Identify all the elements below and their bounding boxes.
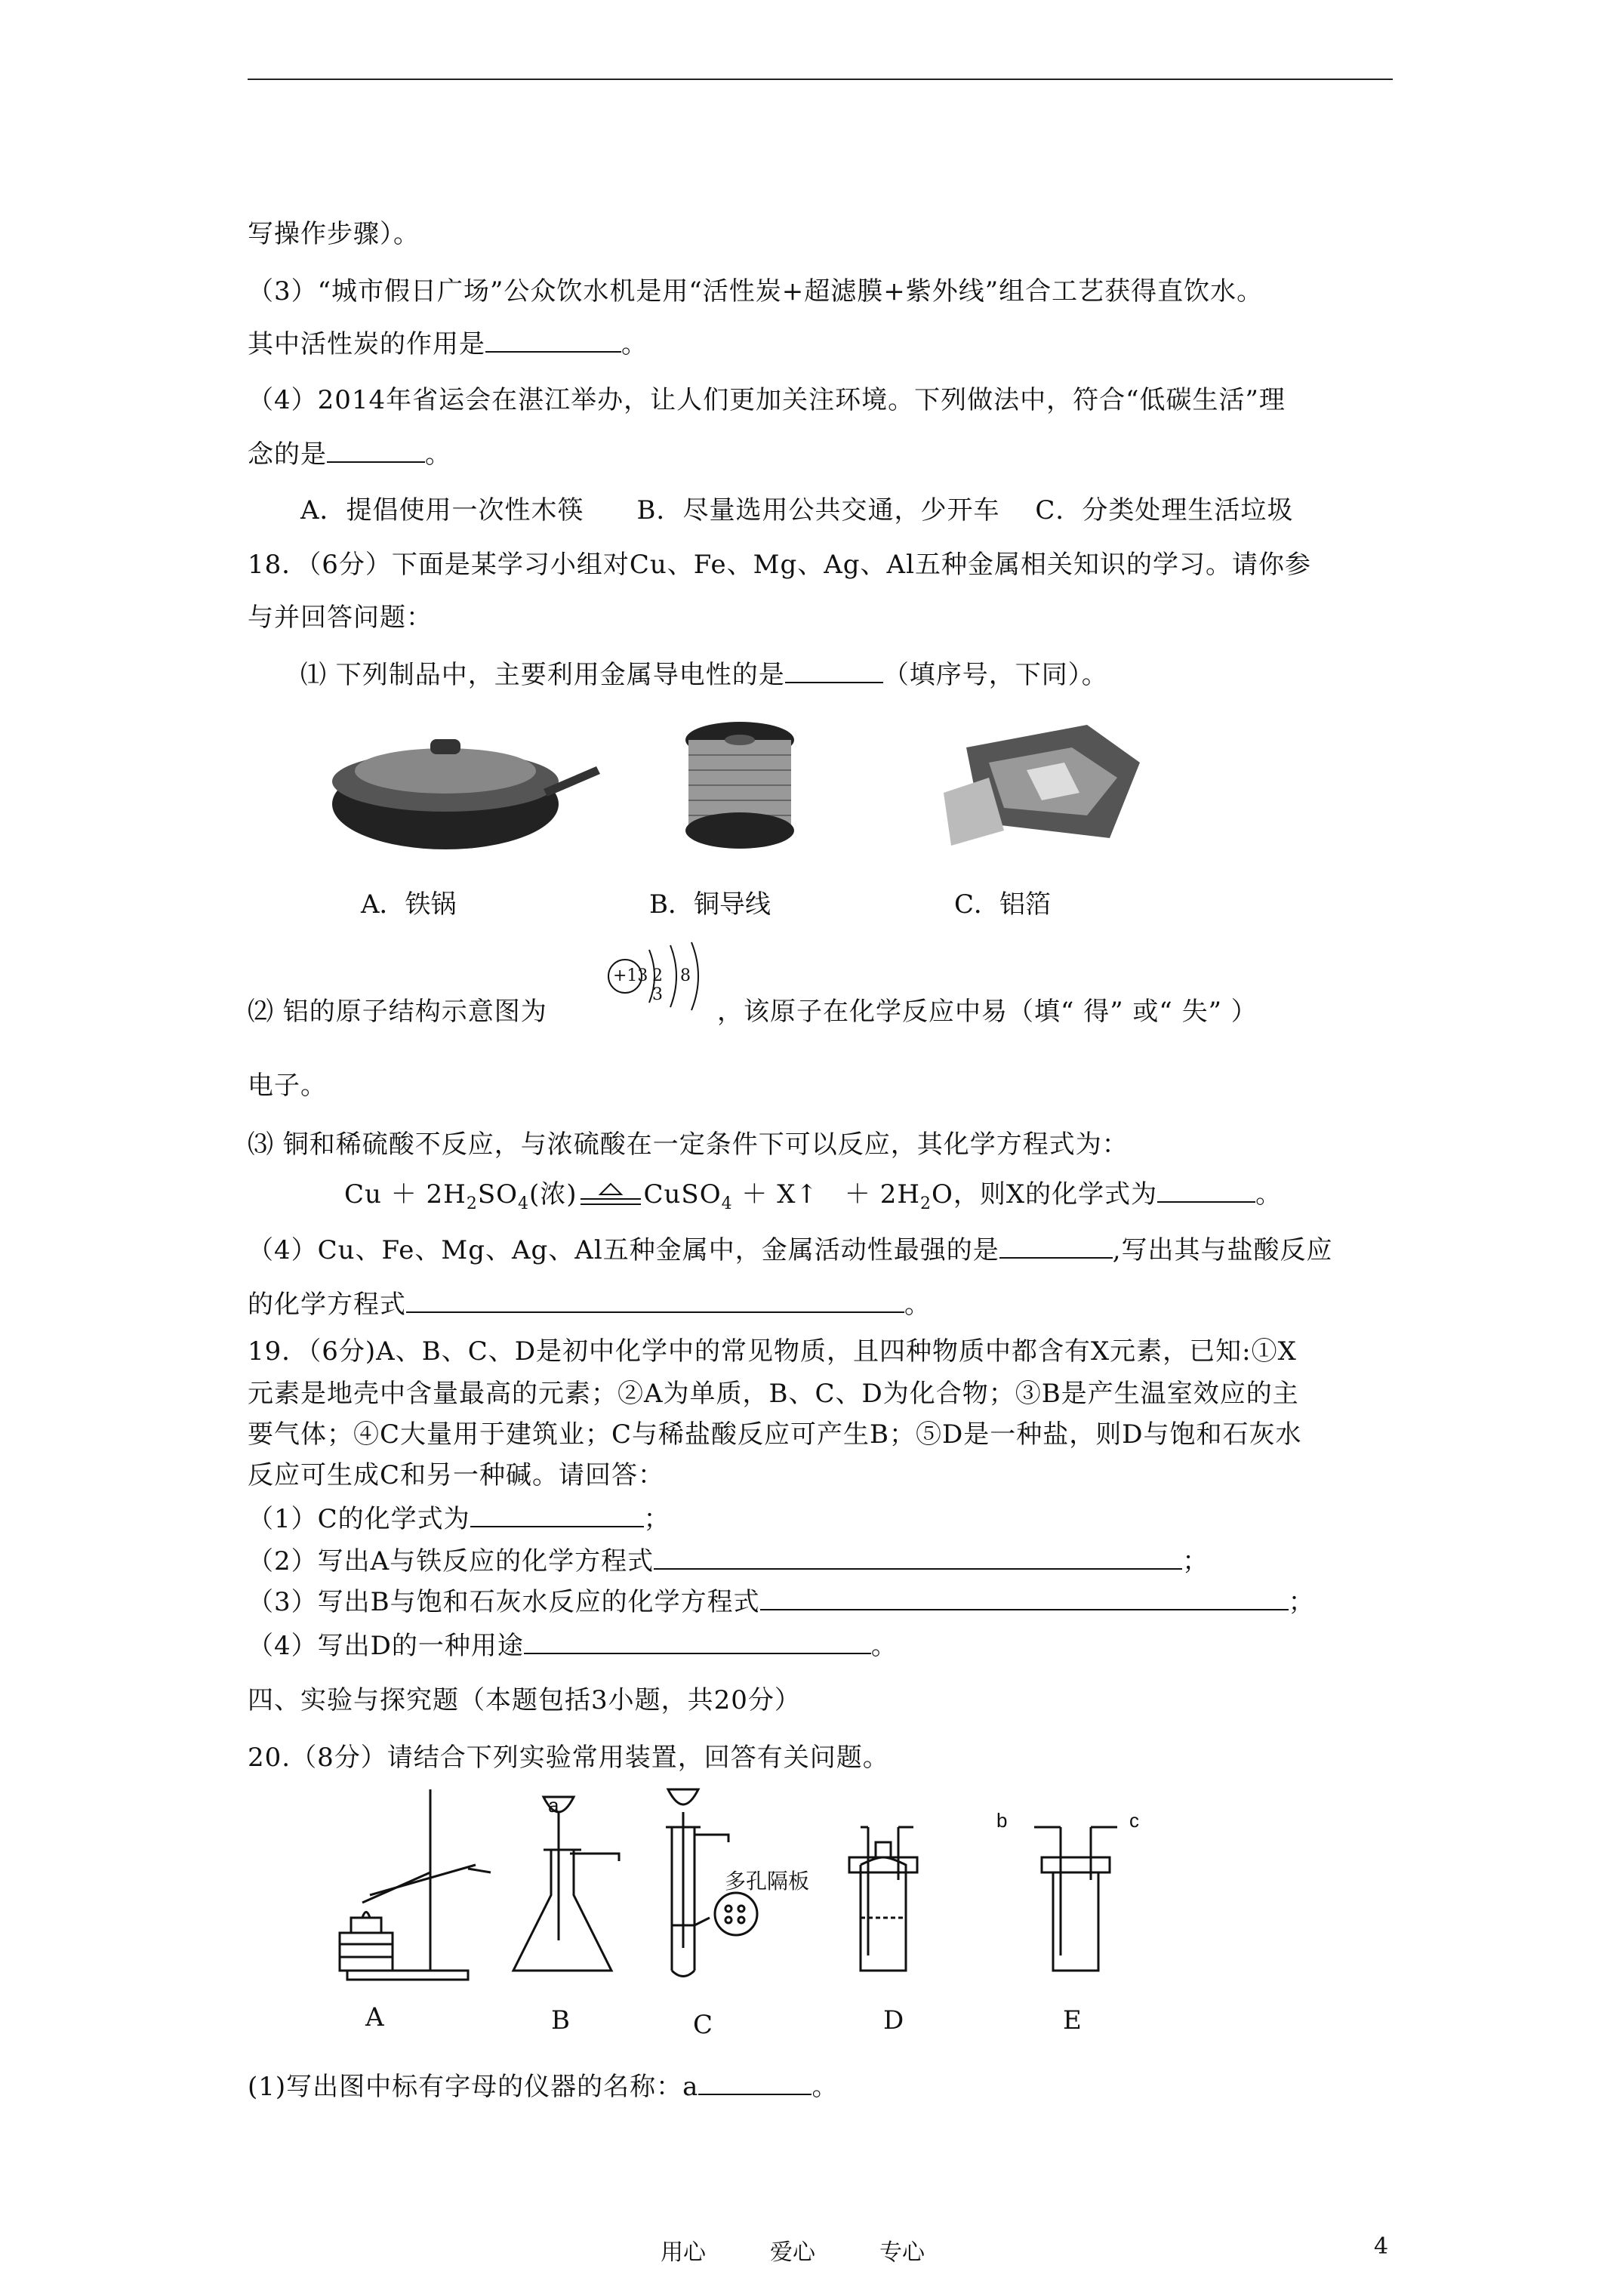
header-rule [248,79,1393,80]
text-line [248,1545,1209,1578]
text: 。 [425,439,451,470]
text: （1）C的化学式为 [248,1504,470,1534]
item-a-caption: A．铁锅 [361,889,457,920]
text-line [248,438,451,471]
text-line: 反应可生成C和另一种碱。请回答： [248,1460,665,1490]
footer-text: 专心 [879,2239,925,2266]
text: ； [1182,1546,1209,1576]
options-line: A．提倡使用一次性木筷 B．尽量选用公共交通，少开车 C．分类处理生活垃圾 [300,495,1294,525]
page-number: 4 [1374,2233,1389,2260]
eq-sub: 2 [466,1194,478,1213]
eq-sub: 2 [920,1194,932,1213]
text: ； [643,1504,670,1534]
question-19: 19．（6分)A、B、C、D是初中化学中的常见物质，且四种物质中都含有X元素，已知:①X [248,1336,1297,1367]
label-letter-a: a [548,1794,559,1817]
label-letter-b: b [996,1809,1008,1832]
text: ⑴ 下列制品中，主要利用金属导电性的是 [300,660,785,690]
eq-part: CuSO [643,1179,722,1210]
text: ； [1288,1587,1315,1617]
question-20: 20.（8分）请结合下列实验常用装置，回答有关问题。 [248,1743,889,1773]
text-line [300,658,1108,692]
answer-blank[interactable] [785,659,883,683]
text: （4）Cu、Fe、Mg、Ag、Al五种金属中，金属活动性最强的是 [248,1235,999,1265]
text-line [248,328,648,361]
text: （2）写出A与铁反应的化学方程式 [248,1546,654,1576]
wok-image [317,721,604,857]
text-line: 写操作步骤）。 [248,219,420,249]
atom-nucleus: +13 [613,966,648,985]
text-line [248,1629,898,1663]
apparatus-c-label: C [693,2010,713,2040]
text: 。 [1255,1179,1283,1210]
text-line [248,2070,838,2103]
chemical-equation [344,1178,1282,1221]
text: （3）写出B与饱和石灰水反应的化学方程式 [248,1587,760,1617]
answer-blank[interactable] [485,328,621,353]
text: 念的是 [248,439,327,470]
text-line: 与并回答问题： [248,603,433,633]
text: ，则X的化学式为 [953,1179,1158,1210]
text-line: （4）2014年省运会在湛江举办，让人们更加关注环境。下列做法中，符合“低碳生活”理 [248,385,1286,415]
text: 。 [621,329,648,359]
item-c-caption: C．铝箔 [954,889,1052,920]
copper-wire-image [679,717,800,853]
footer-text: 用心 [661,2239,706,2266]
answer-blank[interactable] [760,1586,1289,1610]
eq-part: (浓) [528,1179,577,1210]
text-line [248,1234,1333,1267]
text-line [248,1288,931,1321]
text-line: 电子。 [248,1071,327,1101]
text-line: 要气体；④C大量用于建筑业；C与稀盐酸反应可产生B；⑤D是一种盐，则D与饱和石灰水 [248,1419,1302,1450]
text-line [248,1586,1315,1619]
text: 的化学方程式 [248,1290,406,1320]
eq-sub: 4 [517,1194,529,1213]
eq-sub: 4 [721,1194,733,1213]
text: （4）写出D的一种用途 [248,1631,524,1661]
text-line: ⑵ 铝的原子结构示意图为 [248,997,547,1027]
text: ,写出其与盐酸反应 [1112,1235,1333,1265]
heat-equals-sign [577,1181,644,1211]
answer-blank[interactable] [1157,1179,1255,1203]
answer-blank[interactable] [327,439,425,463]
porous-plate-label: 多孔隔板 [725,1869,810,1894]
eq-part: Cu ＋ 2H [344,1179,467,1210]
eq-part: ＋ X↑ ＋ 2H [732,1179,920,1210]
aluminium-foil-image [936,717,1147,853]
text: 。 [870,1631,898,1661]
answer-blank[interactable] [524,1630,871,1654]
item-b-caption: B．铜导线 [649,889,771,920]
answer-blank[interactable] [406,1289,904,1313]
question-18: 18．（6分）下面是某学习小组对Cu、Fe、Mg、Ag、Al五种金属相关知识的学习。请你参 [248,550,1311,580]
apparatus-d-label: D [883,2005,904,2036]
atom-shells: 2 8 3 [652,966,697,1004]
text: 。 [904,1290,931,1320]
answer-blank[interactable] [999,1234,1113,1259]
text: 其中活性炭的作用是 [248,329,485,359]
text-line: （3）“城市假日广场”公众饮水机是用“活性炭+超滤膜+紫外线”组合工艺获得直饮水。 [248,276,1264,307]
apparatus-e-label: E [1063,2005,1082,2036]
section-heading: 四、实验与探究题（本题包括3小题，共20分） [248,1685,801,1715]
text-line: ，该原子在化学反应中易（填“ 得” 或“ 失” ） [717,997,1258,1027]
eq-part: SO [477,1179,518,1210]
aluminium-atom-diagram [604,935,717,1018]
answer-blank[interactable] [470,1503,644,1527]
text: （填序号，下同）。 [882,660,1108,690]
answer-blank[interactable] [654,1546,1182,1570]
eq-part: O [932,1179,953,1210]
apparatus-a-label: A [365,2002,384,2032]
text-line: 元素是地壳中含量最高的元素；②A为单质，B、C、D为化合物；③B是产生温室效应的主 [248,1379,1299,1409]
footer-text: 爱心 [770,2239,815,2266]
text: 。 [812,2072,839,2102]
apparatus-b-label: B [551,2005,570,2036]
text-line: ⑶ 铜和稀硫酸不反应，与浓硫酸在一定条件下可以反应，其化学方程式为： [248,1130,1129,1160]
answer-blank[interactable] [698,2071,812,2095]
label-letter-c: c [1129,1809,1139,1832]
text-line [248,1502,670,1536]
text: (1)写出图中标有字母的仪器的名称：a [248,2072,699,2102]
